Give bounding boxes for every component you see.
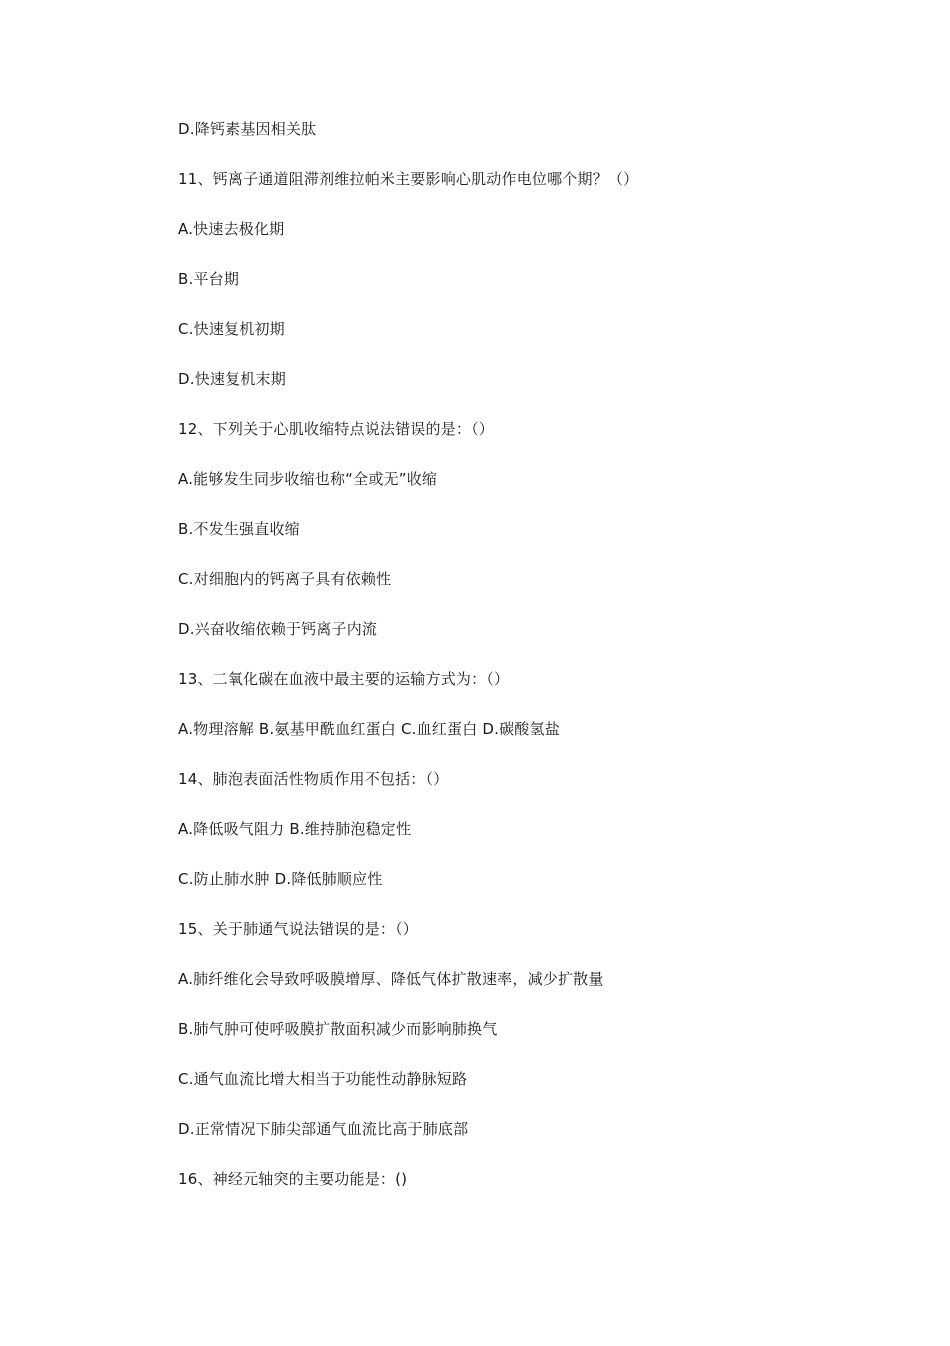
question-12: 12、下列关于心肌收缩特点说法错误的是：（） (178, 420, 494, 438)
option-d-q11: D.快速复机末期 (178, 370, 286, 388)
question-11: 11、钙离子通道阻滞剂维拉帕米主要影响心肌动作电位哪个期？（） (178, 170, 639, 188)
option-a-q11: A.快速去极化期 (178, 220, 285, 238)
option-b-q11: B.平台期 (178, 270, 240, 288)
question-13: 13、二氧化碳在血液中最主要的运输方式为：（） (178, 670, 510, 688)
option-d-q10: D.降钙素基因相关肽 (178, 120, 317, 138)
question-14: 14、肺泡表面活性物质作用不包括：（） (178, 770, 449, 788)
option-c-q12: C.对细胞内的钙离子具有依赖性 (178, 570, 392, 588)
options-ab-q14: A.降低吸气阻力 B.维持肺泡稳定性 (178, 820, 412, 838)
option-c-q11: C.快速复机初期 (178, 320, 285, 338)
option-b-q12: B.不发生强直收缩 (178, 520, 300, 538)
option-b-q15: B.肺气肿可使呼吸膜扩散面积减少而影响肺换气 (178, 1020, 498, 1038)
option-a-q15: A.肺纤维化会导致呼吸膜增厚、降低气体扩散速率，减少扩散量 (178, 970, 604, 988)
question-15: 15、关于肺通气说法错误的是：（） (178, 920, 418, 938)
option-d-q15: D.正常情况下肺尖部通气血流比高于肺底部 (178, 1120, 469, 1138)
question-16: 16、神经元轴突的主要功能是：() (178, 1170, 408, 1188)
option-a-q12: A.能够发生同步收缩也称“全或无”收缩 (178, 470, 438, 488)
question-content (178, 117, 878, 1217)
options-cd-q14: C.防止肺水肿 D.降低肺顺应性 (178, 870, 383, 888)
option-d-q12: D.兴奋收缩依赖于钙离子内流 (178, 620, 378, 638)
option-c-q15: C.通气血流比增大相当于功能性动静脉短路 (178, 1070, 468, 1088)
options-q13: A.物理溶解 B.氨基甲酰血红蛋白 C.血红蛋白 D.碳酸氢盐 (178, 720, 560, 738)
